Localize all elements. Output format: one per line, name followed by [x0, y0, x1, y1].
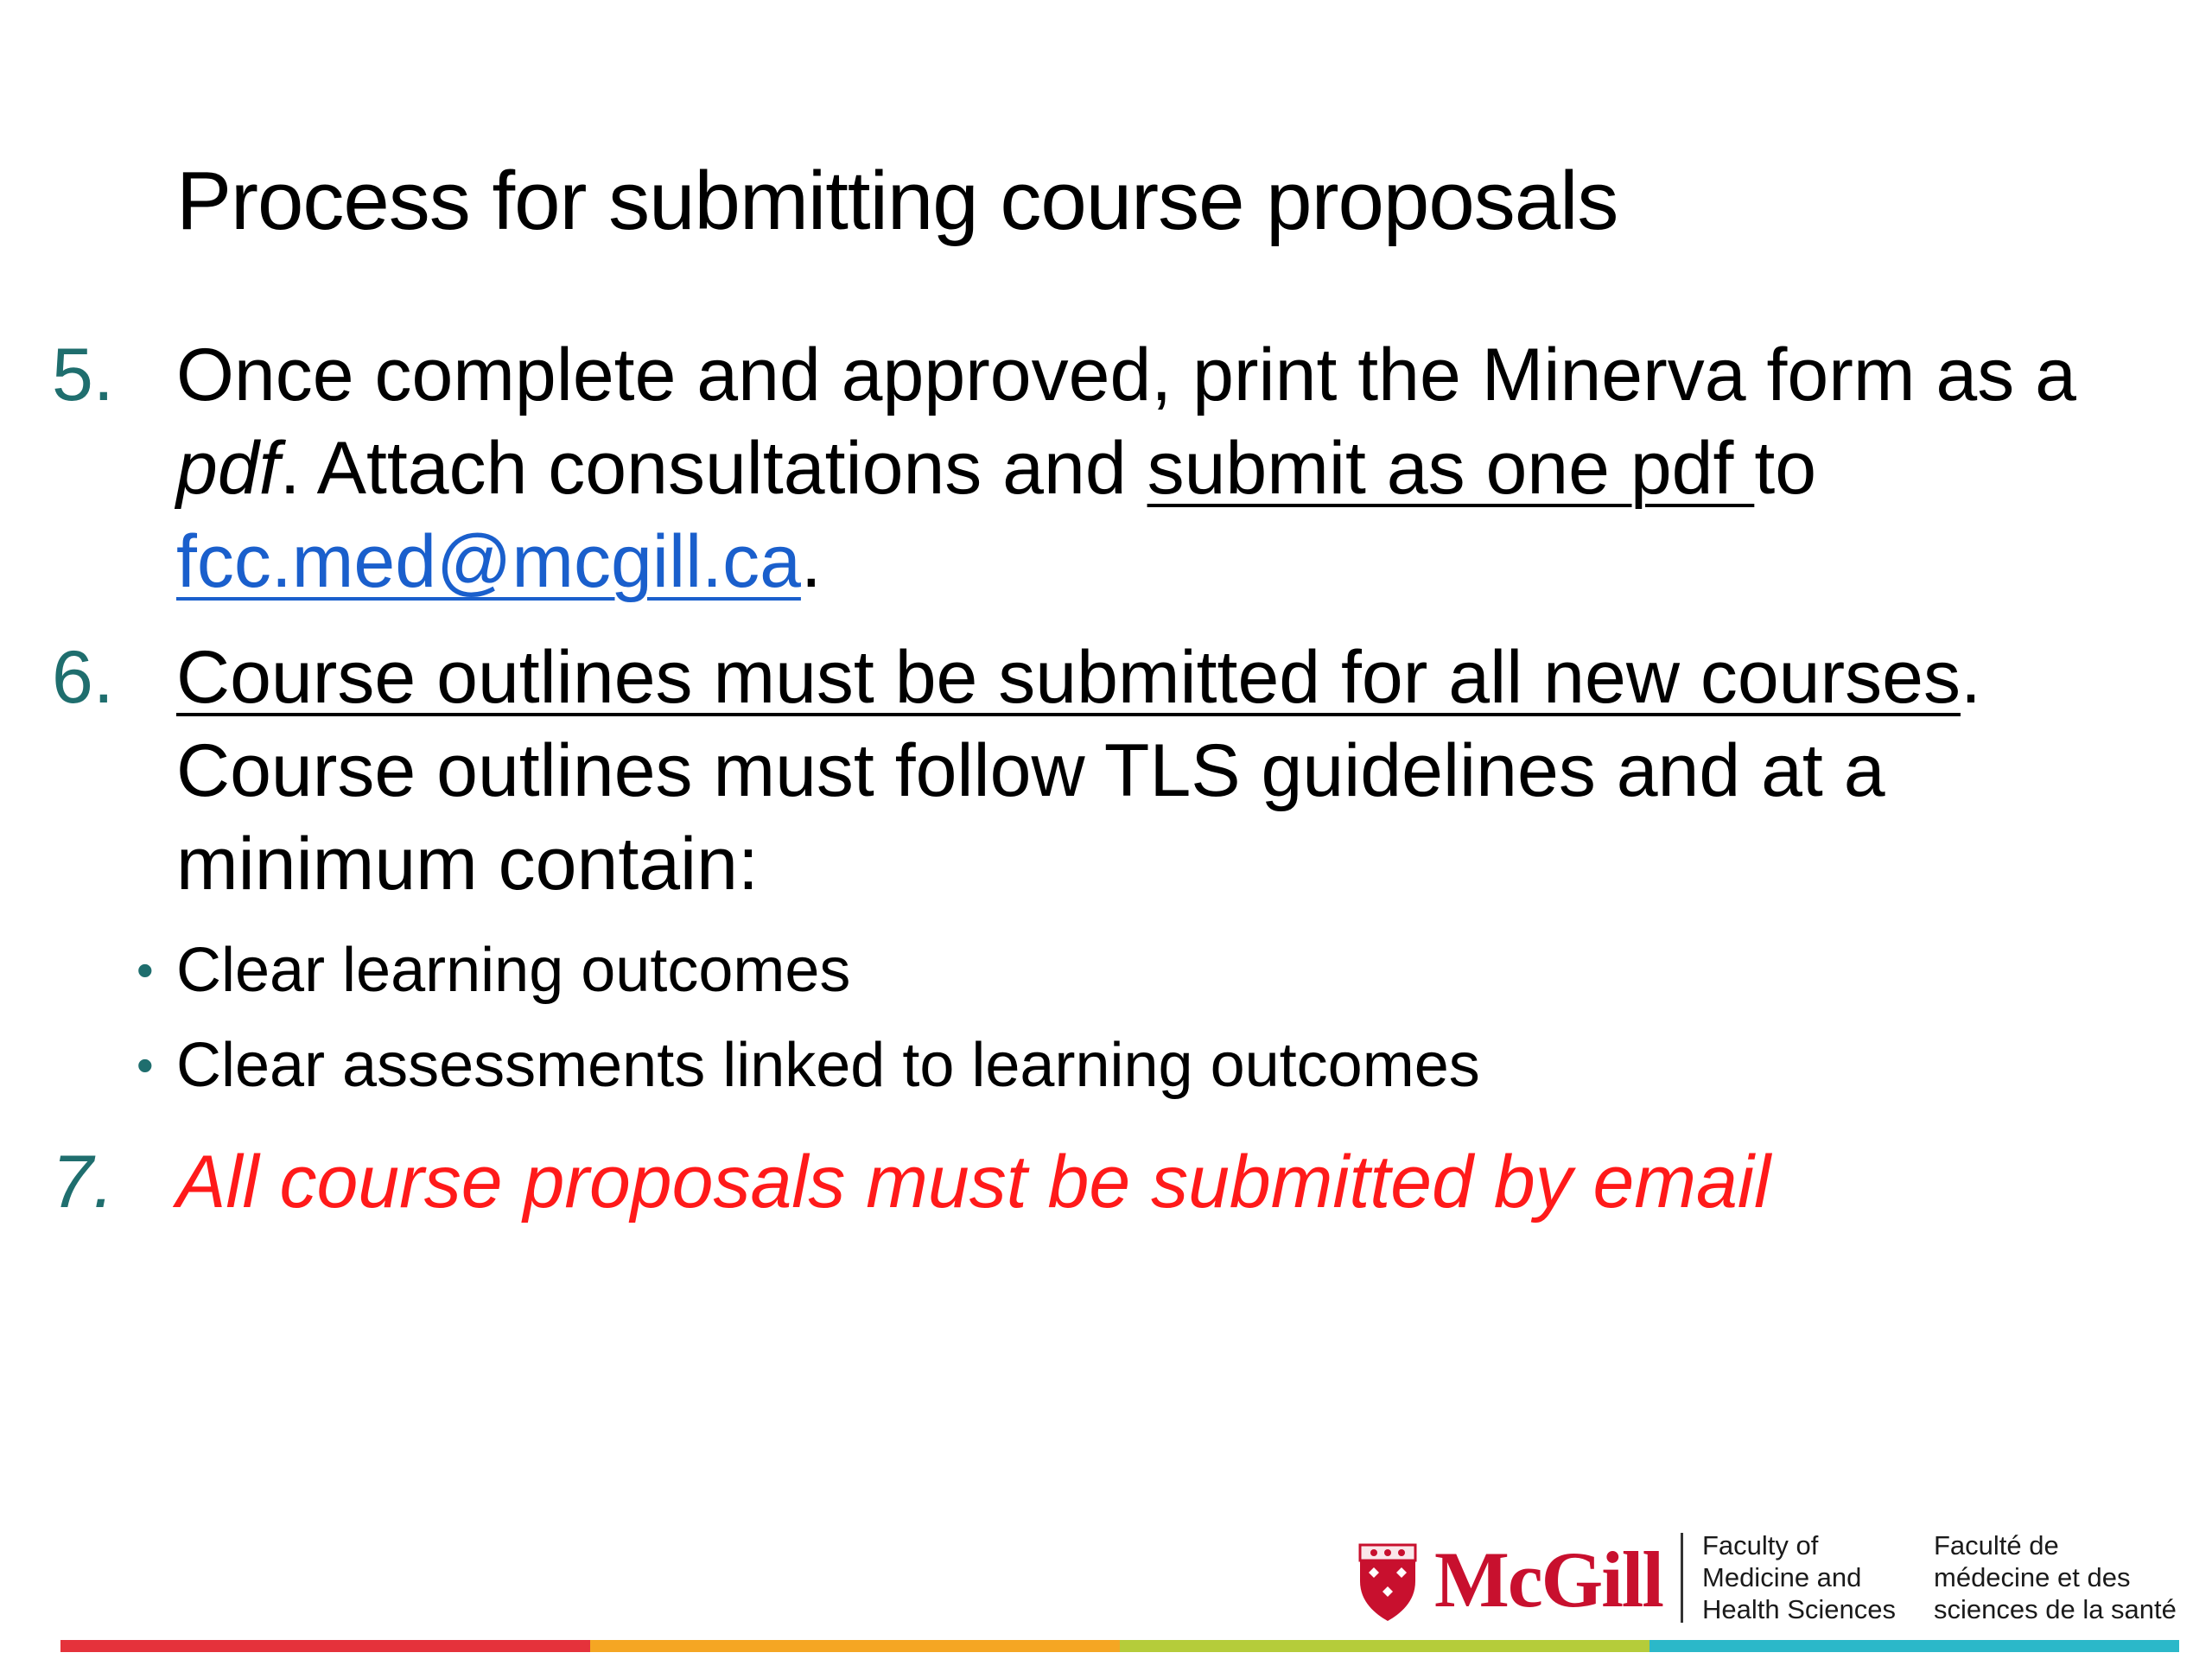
faculty-line: Faculty of	[1702, 1530, 1819, 1560]
list-item-5	[0, 328, 2212, 608]
numbered-list	[0, 328, 2212, 1229]
bar-segment	[1649, 1640, 2179, 1652]
bullet-text: Clear assessments linked to learning outcomes	[176, 1031, 1480, 1100]
item-text: to	[1754, 427, 1817, 510]
bullet-text: Clear learning outcomes	[176, 936, 851, 1005]
bullet-icon: •	[137, 1038, 154, 1092]
faculty-line: médecine et des	[1934, 1562, 2131, 1592]
bullet-icon: •	[137, 943, 154, 997]
logo-divider	[1681, 1533, 1683, 1623]
item-number: 7.	[52, 1141, 114, 1224]
item-text: . Attach consultations and	[279, 427, 1147, 510]
faculty-line: sciences de la santé	[1934, 1594, 2177, 1624]
list-item-6	[0, 631, 2212, 1113]
item-text: .	[1960, 636, 1981, 719]
item-text: .	[800, 520, 822, 603]
bar-segment	[1120, 1640, 1649, 1652]
faculty-line: Health Sciences	[1702, 1594, 1897, 1624]
bullet-list	[137, 923, 2160, 1113]
bar-segment	[590, 1640, 1120, 1652]
bar-segment	[60, 1640, 590, 1652]
underlined-text: Course outlines must be submitted for all new courses	[176, 636, 1961, 719]
faculty-line: Faculté de	[1934, 1530, 2059, 1560]
bullet-item	[133, 1018, 2160, 1113]
mcgill-wordmark: McGill	[1434, 1535, 1662, 1624]
faculty-name-fr	[1934, 1529, 2177, 1625]
item-text: Once complete and approved, print the Minerva form as a	[176, 334, 2076, 416]
slide-title: Process for submitting course proposals	[176, 155, 1618, 247]
item-number: 6.	[52, 636, 114, 719]
faculty-line: Medicine and	[1702, 1562, 1862, 1592]
item-text: Course outlines must follow TLS guidelines and at a minimum contain:	[176, 729, 1885, 906]
email-link[interactable]: fcc.med@mcgill.ca	[176, 520, 801, 603]
faculty-name-en	[1702, 1529, 1896, 1625]
footer-color-bar	[60, 1640, 2179, 1652]
mcgill-logo	[1357, 1529, 2186, 1624]
bullet-item	[133, 923, 2160, 1018]
list-item-7	[0, 1135, 2212, 1229]
pdf-word: pdf	[176, 427, 280, 510]
underlined-text: submit as one pdf	[1147, 427, 1755, 510]
item-number: 5.	[52, 334, 114, 416]
mcgill-crest-icon	[1357, 1541, 1419, 1623]
item-text: All course proposals must be submitted by email	[176, 1141, 1771, 1224]
